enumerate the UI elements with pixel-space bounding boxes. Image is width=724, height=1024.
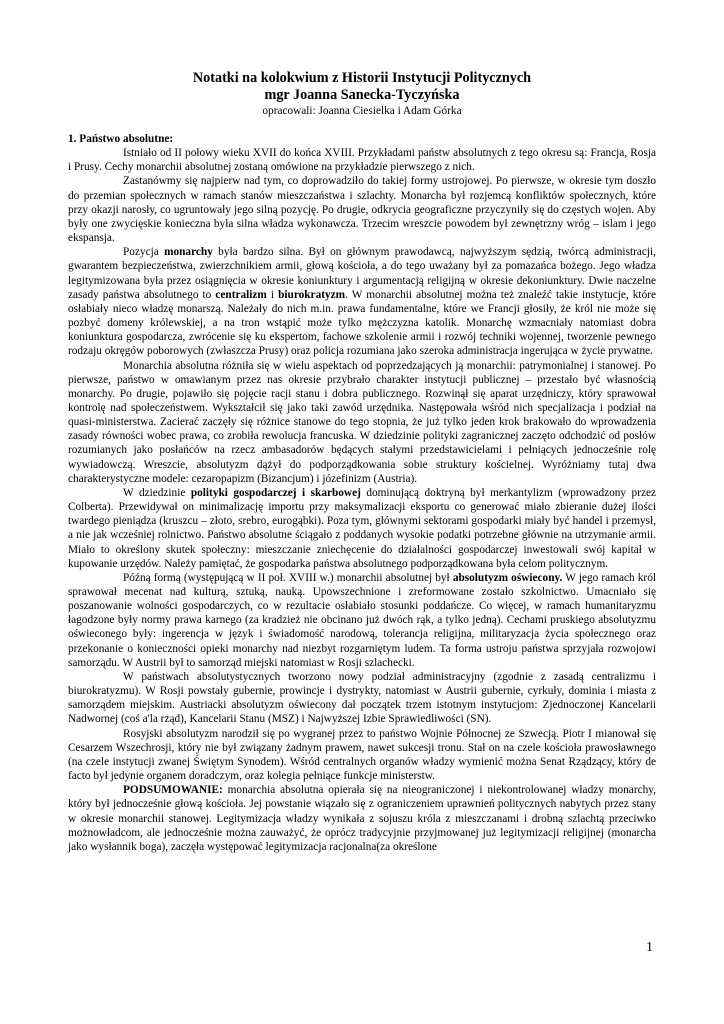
paragraph-1: Istniało od II połowy wieku XVII do końca XVIII. Przykładami państw absolutnych z tego okresu są: Francja, Rosja i Prusy. Cechy monarchii absolutnej zostaną omówione na przykładzie pierwszego z nich. <box>68 147 656 174</box>
paragraph-5-bold-economic-policy: polityki gospodarczej i skarbowej <box>190 486 361 499</box>
document-title-line-2: mgr Joanna Sanecka-Tyczyńska <box>264 87 460 103</box>
section-heading: 1. Państwo absolutne: <box>68 133 174 145</box>
document-title-line-1: Notatki na kolokwium z Historii Instytucji Politycznych <box>192 70 532 86</box>
paragraph-3-bold-bureaucratism: biurokratyzm <box>278 288 346 301</box>
paragraph-3-bold-centralism: centralizm <box>215 288 267 301</box>
paragraph-5 <box>68 486 656 571</box>
paragraph-6-bold-enlightened-absolutism: absolutyzm oświecony. <box>452 571 563 584</box>
paragraph-7: W państwach absolutystycznych tworzono nowy podział administracyjny (zgodnie z zasadą centralizmu i biurokratyzmu). W Rosji powstały gubernie, prowincje i dystrykty, natomiast w Austrii gubernie, cyrkuły, dominia i miasta z samorządem miejskim. Austriacki absolutyzm oświecony dał początek trzem istotnym instytucjom: Zjednoczonej Kancelarii Nadwornej (coś a'la rząd), Kancelarii Stanu (MSZ) i Najwyższej Izbie Sprawiedliwości (SN). <box>68 670 656 726</box>
paragraph-9-text-b: monarchia absolutna opierała się na nieograniczonej i niekontrolowanej władzy monarchy, który był jednocześnie głową kościoła. Jej powstanie wiązało się z ograniczeniem uprawnień politycznych nabytych przez stany w okresie monarchii stanowej. Legitymizacja władzy wynikała z sojuszu króla z mieszczanami i drobną szlachtą przeciwko możnowładcom, ale jednocześnie można zauważyć, że oprócz tradycyjnie przyjmowanej już legitymizacji religijnej (monarcha jako wysłannik boga), zaczęła występować legitymizacja racjonalna(za określone <box>68 784 656 853</box>
paragraph-3-text-e: i <box>266 288 279 301</box>
document-authors: opracowali: Joanna Ciesielka i Adam Górka <box>262 105 462 117</box>
paragraph-3-text-a: Pozycja <box>123 246 165 259</box>
paragraph-5-text-c: dominującą doktryną był merkantylizm (wprowadzony przez Colberta). Przewidywał on minimalizację importu przy maksymalizacji eksportu co generować miało zbieranie dużej ilości twardego pieniądza (kruszcu – złoto, srebro, eurogąbki). Poza tym, głównymi sektorami gospodarki miały być handel i przemysł, a nie jak wcześniej rolnictwo. Państwo absolutne ściągało z poddanych wysokie podatki potrzebne głównie na utrzymanie armii. Miało to określony skutek społeczny: mieszczanie zniechęcenie do działalności gospodarczej inwestowali swój kapitał w kupowanie urzędów. Należy pamiętać, że gospodarka państwa absolutnego podporządkowana była celom politycznym. <box>68 486 656 570</box>
paragraph-4: Monarchia absolutna różniła się w wielu aspektach od poprzedzających ją monarchii: patrymonialnej i stanowej. Po pierwsze, państwo w omawianym przez nas okresie przybrało charakter instytucji publicznej – przestało być własnością monarchy. Po drugie, pojawiło się pojęcie racji stanu i dobra publicznego. Rozwinął się aparat urzędniczy, który sprawował kontrolę nad społeczeństwem. Wykształcił się jako taki zawód urzędnika. Następowała wśród nich specjalizacja i podział na quasi-ministerstwa. Zacierać zaczęły się różnice stanowe do tego stopnia, że już tylko jeden krok brakowało do wprowadzenia zasady równości wobec prawa, co zrobiła rewolucja francuska. W dziedzinie polityki zagranicznej zaczęto odchodzić od posłów rozumianych jako posłańców na rzecz ambasadorów będących stałymi przedstawicielami i pełniących jednocześnie rolę wywiadowczą. Wreszcie, absolutyzm dążył do podporządkowania sobie struktury kościelnej. Wyróżniamy tutaj dwa charakterystyczne modele: cezaropapizm (Bizancjum) i józefinizm (Austria). <box>68 359 656 485</box>
paragraph-9 <box>68 783 656 854</box>
paragraph-6 <box>68 571 656 670</box>
paragraph-6-text-c: W jego ramach król sprawował mecenat nad kulturą, sztuką, nauką. Upowszechnione i zreformowane zostało szkolnictwo. Umacniało się poszanowanie wolności gospodarczych, co w rezultacie osłabiało stosunki poddańcze. Co więcej, w ramach humanitaryzmu łagodzone były normy prawa karnego (za kradzież nie obcinano już dwóch rąk, a tylko jedną). Cechami pruskiego absolutyzmu oświeconego były: ingerencja w język i świadomość narodową, tolerancja religijna, militaryzacja życia społecznego oraz przekonanie o konieczności opieki monarchy nad niezbyt rozgarniętym ludem. Ta forma ustroju państwa sprzyjała rozwojowi samorządu. W Austrii był to samorząd miejski natomiast w Rosji szlachecki. <box>68 571 656 669</box>
paragraph-2: Zastanówmy się najpierw nad tym, co doprowadziło do takiej formy ustrojowej. Po pierwsze, w okresie tym doszło do przemian społecznych w ramach stanów mieszczaństwa i szlachty. Monarcha był rozjemcą konfliktów społecznych, które przy okazji narosły, co ugruntowały jego silną pozycję. Po drugie, odkrycia geograficzne przyczyniły się do częstych wojen. Aby były one zwycięskie konieczna była silna władza wykonawcza. Trzecim wreszcie powodem był zewnętrzny wróg – islam i jego ekspansja. <box>68 175 656 245</box>
paragraph-9-bold-summary: PODSUMOWANIE: <box>123 784 223 797</box>
paragraph-3-text-c: była bardzo silna. Był on głównym prawodawcą, najwyższym sędzią, twórcą administracji, gwarantem bezpieczeństwa, zwierzchnikiem armii, głową kościoła, a do tego uważany był za pomazańca bożego. Jego władza legitymizowana była przez osiągnięcia w okresie koniunktury i argumentacją religijną w okresie dekoniunktury. Dwie naczelne zasady państwa absolutnego to <box>68 246 656 301</box>
paragraph-8: Rosyjski absolutyzm narodził się po wygranej przez to państwo Wojnie Północnej ze Szwecją. Piotr I mianował się Cesarzem Wszechrosji, który nie był związany żadnym prawem, nawet sukcesji tronu. Stał on na czele kościoła prawosławnego (na czele instytucji zwanej Świętym Synodem). Wśród centralnych organów władzy wymienić można Senat Rządzący, który de facto był jedynie organem doradczym, oraz kolegia pełniące funkcje ministerstw. <box>68 727 656 783</box>
paragraph-5-text-a: W dziedzinie <box>123 486 191 499</box>
document-page <box>68 70 656 854</box>
paragraph-6-text-a: Późną formą (występującą w II poł. XVIII w.) monarchii absolutnej był <box>123 571 453 584</box>
paragraph-3-text-g: . W monarchii absolutnej można też znaleźć takie instytucje, które osłabiały nieco władzę monarszą. Należały do nich m.in. prawa fundamentalne, które we Francji głosiły, że król nie może się pozbyć domeny królewskiej, a na tron wstąpić może tylko mężczyzna katolik. Monarchę wzmacniały natomiast dobra koniunktura gospodarcza, zwrócenie się ku ekspertom, fachowe szkolenie armii i rozwój techniki wojennej, tworzenie pewnego rodzaju okręgów poborowych (zwłaszcza Prusy) oraz policja rozumiana jako szeroka administracja ingerująca w życie prywatne. <box>68 288 656 358</box>
page-number: 1 <box>646 940 653 955</box>
paragraph-3 <box>68 245 656 358</box>
paragraph-3-bold-monarchy: monarchy <box>164 246 213 259</box>
